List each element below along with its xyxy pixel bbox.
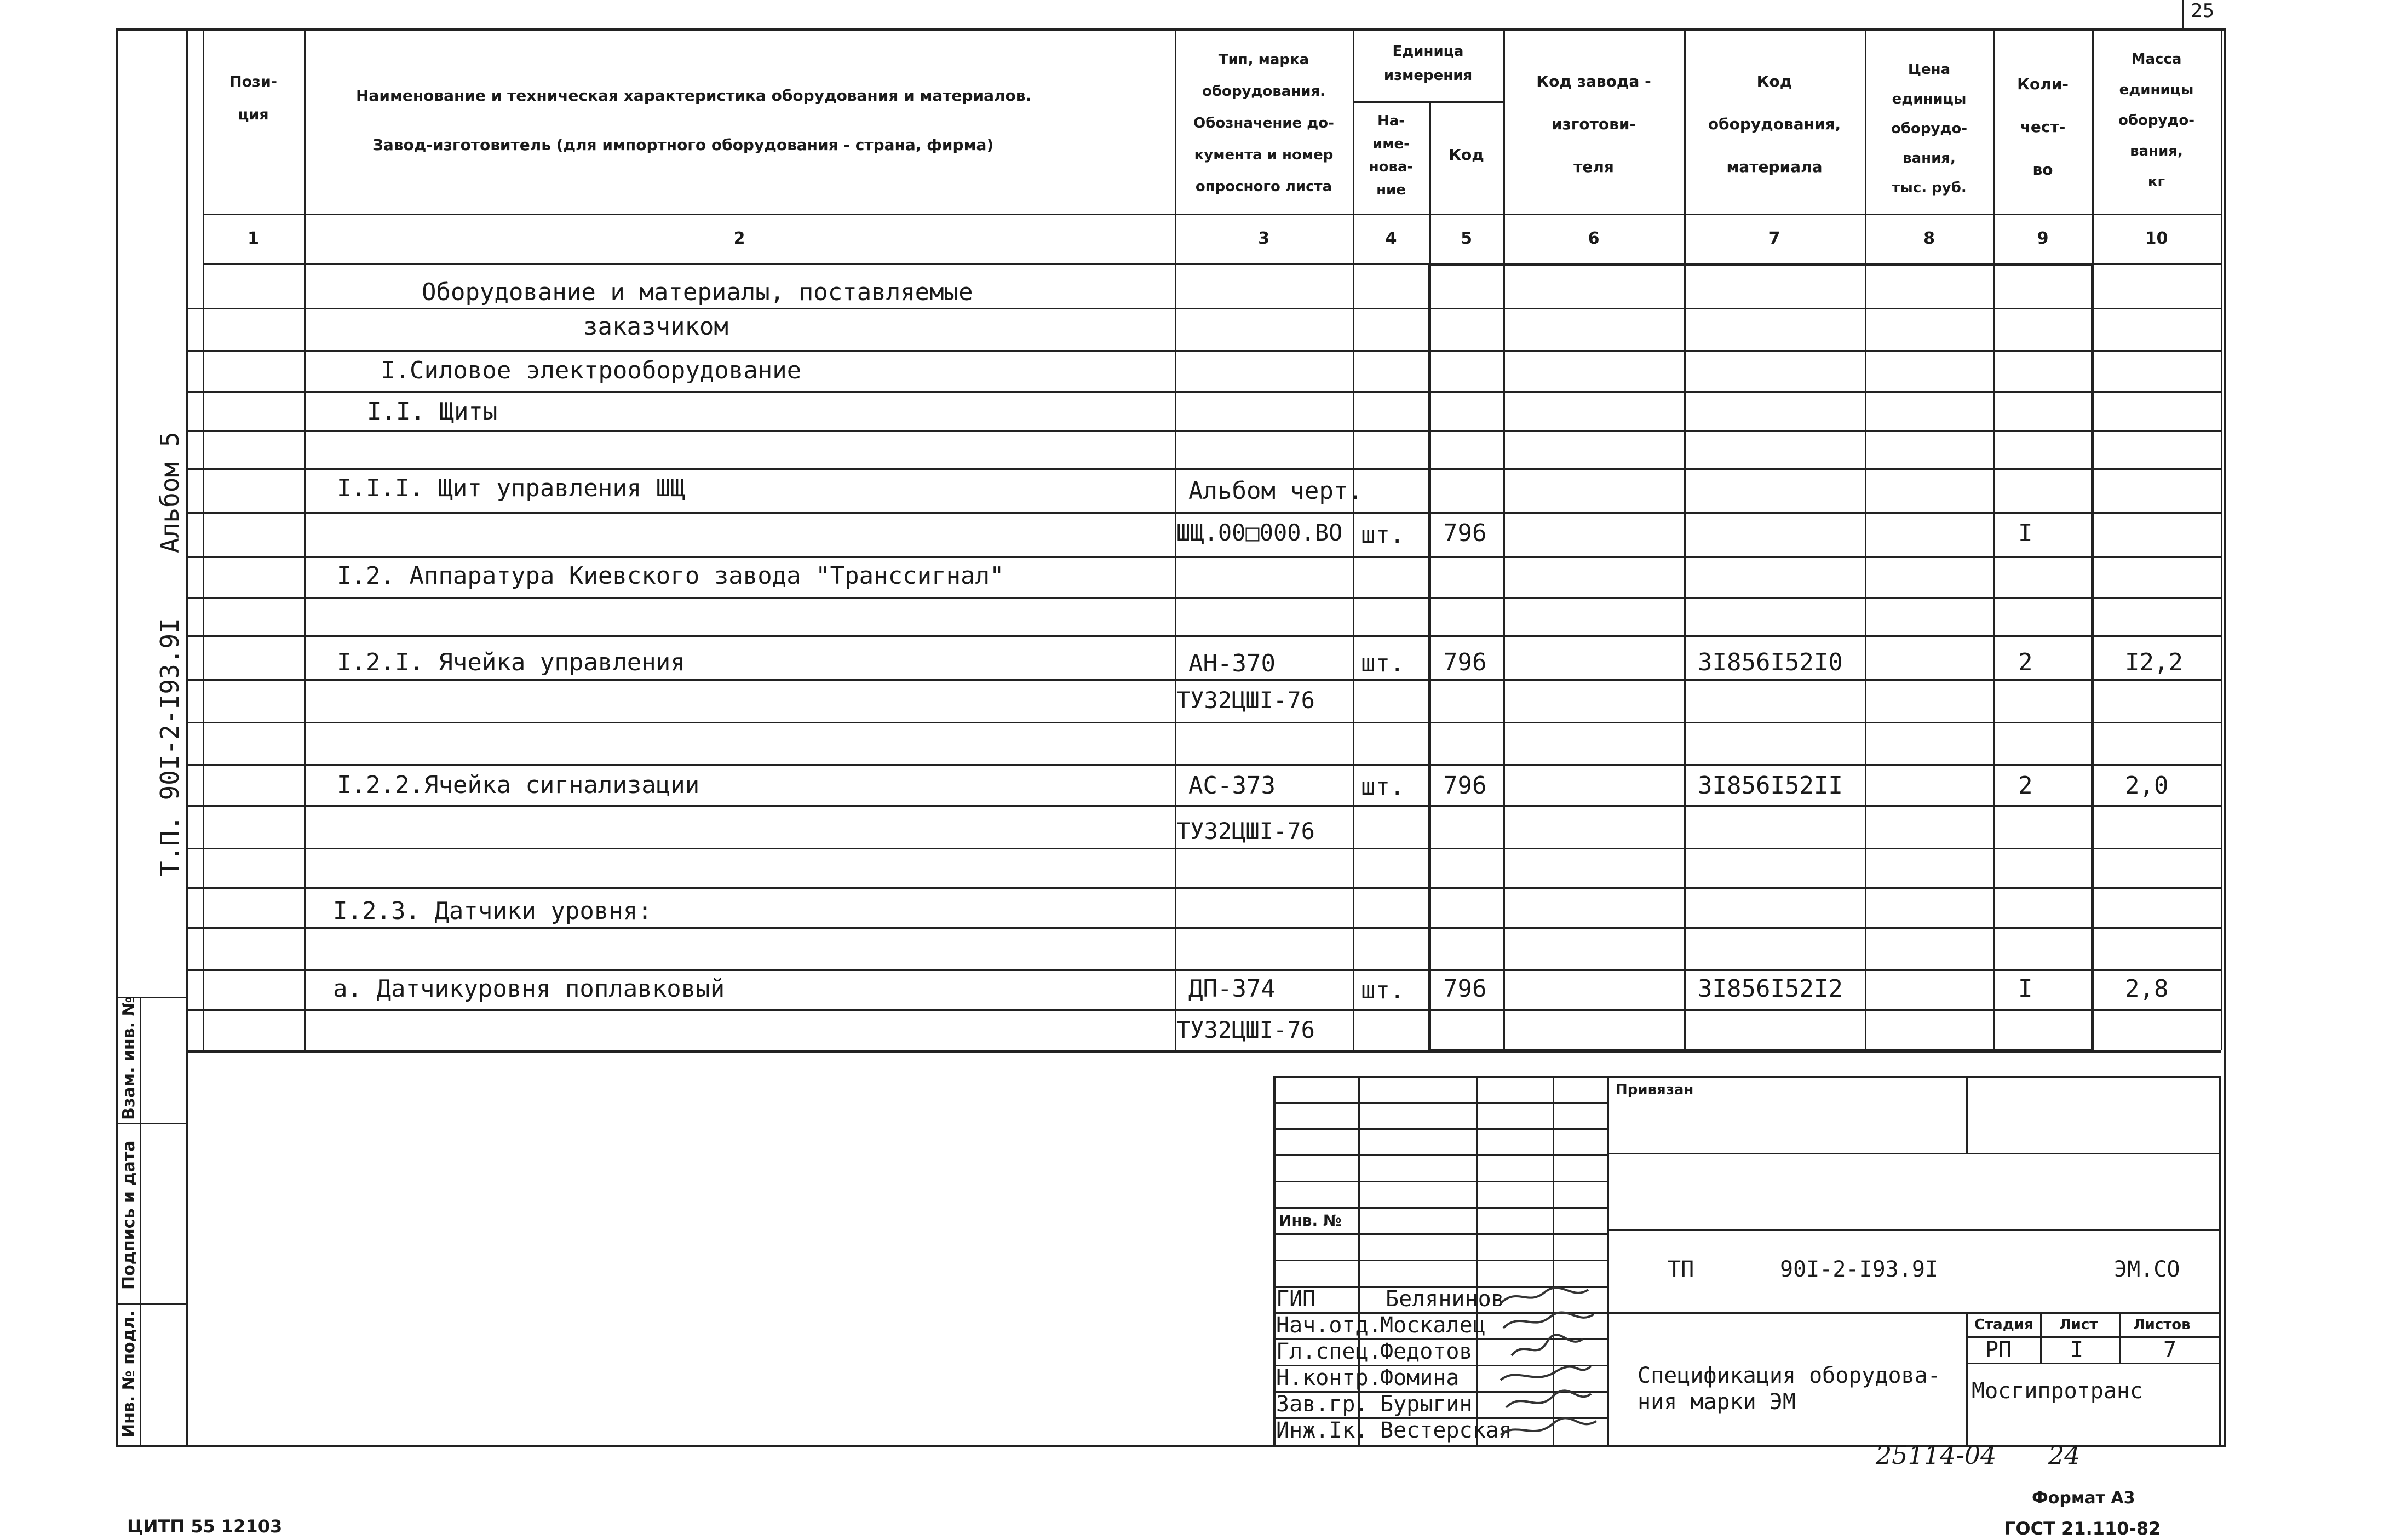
tb-line: [1607, 1076, 1609, 1447]
tb-line: [1966, 1312, 1968, 1447]
tb-line: [1273, 1102, 1607, 1104]
col-num-2: 2: [733, 229, 745, 248]
item-mass: 2,8: [2125, 975, 2169, 1003]
tb-line: [1273, 1260, 1607, 1261]
header-bottom-line: [203, 214, 2221, 215]
col-num-5: 5: [1461, 229, 1472, 248]
table-col-line: [304, 28, 306, 1050]
project-label: Т.П. 90I-2-I93.9I: [155, 618, 185, 876]
margin-label-inv: Инв. № подл.: [119, 1310, 139, 1438]
order-number: 25114-04: [1876, 1440, 1997, 1470]
margin-label-vzam: Взам. инв. №: [119, 996, 139, 1120]
item-spec: ТУ32ЦШI-76: [1176, 687, 1315, 714]
col-num-4: 4: [1385, 229, 1397, 248]
section-heading: Оборудование и материалы, поставляемые: [422, 278, 973, 306]
margin-label-podpis: Подпись и дата: [119, 1140, 139, 1290]
subsection-title: I.2. Аппаратура Киевского завода "Транссигнал": [337, 562, 1004, 590]
hdr-equip-code: Код оборудования, материала: [1708, 72, 1841, 176]
item-qty: I: [2018, 975, 2033, 1003]
hdr-mass: Масса единицы оборудо- вания, кг: [2118, 51, 2195, 190]
item-spec: ТУ32ЦШI-76: [1176, 1016, 1315, 1043]
section-title: I.Силовое электрооборудование: [381, 357, 802, 384]
hdr-price: Цена единицы оборудо- вания, тыс. руб.: [1891, 61, 1968, 196]
stage-label: Стадия: [1974, 1317, 2033, 1333]
table-col-line: [203, 28, 204, 1050]
page-number: 24: [2048, 1440, 2081, 1470]
signature-scribbles: [1495, 1284, 1605, 1446]
col-num-9: 9: [2037, 229, 2049, 248]
section-heading: заказчиком: [583, 313, 728, 341]
item-type: АС-373: [1188, 772, 1276, 800]
stage-value: РП: [1985, 1337, 2012, 1363]
doc-title: Спецификация оборудова- ния марки ЭМ: [1638, 1363, 1941, 1415]
item-qty: 2: [2018, 772, 2033, 800]
role-label: ГИП: [1276, 1286, 1316, 1312]
tb-line: [1273, 1154, 1607, 1156]
margin-line-inner: [186, 28, 188, 1447]
item-mass: 2,0: [2125, 772, 2169, 800]
table-col-line: [2221, 28, 2222, 1050]
item-name: I.2.2.Ячейка сигнализации: [337, 771, 700, 799]
item-unit: шт.: [1361, 773, 1405, 801]
item-type: Альбом черт.: [1188, 477, 1363, 505]
hdr-unit-name: На- име- нова- ние: [1369, 113, 1414, 198]
item-eqcode: 3I856I52I2: [1698, 975, 1843, 1003]
hdr-position: Пози- ция: [229, 73, 277, 123]
item-spec: ТУ32ЦШI-76: [1176, 818, 1315, 844]
item-type: АН-370: [1188, 650, 1276, 677]
doc-mark: ЭМ.СО: [2114, 1257, 2180, 1282]
col-num-8: 8: [1923, 229, 1935, 248]
margin-line-outer: [116, 997, 118, 1447]
format-label: Формат А3: [2032, 1489, 2135, 1508]
item-name: I.2.I. Ячейка управления: [337, 648, 685, 676]
margin-line-mid: [140, 997, 141, 1447]
person-name: Федотов: [1380, 1339, 1473, 1364]
tb-line: [1273, 1207, 1607, 1209]
doc-code: 90I-2-I93.9I: [1780, 1257, 1938, 1282]
item-name: а. Датчикуровня поплавковый: [333, 975, 725, 1003]
item-type: ДП-374: [1188, 975, 1276, 1003]
col-num-3: 3: [1258, 229, 1269, 248]
item-type: ШЩ.00□000.ВО: [1176, 519, 1343, 546]
person-name: Фомина: [1380, 1365, 1460, 1390]
hdr-qty: Коли- чест- во: [2017, 75, 2069, 179]
col-num-10: 10: [2145, 229, 2168, 248]
person-name: Москалец: [1380, 1313, 1486, 1338]
hdr-type: Тип, марка оборудования. Обозначение до- кумента и номер опросного листа: [1193, 51, 1334, 195]
org-name: Мосгипротранс: [1972, 1378, 2144, 1404]
hdr-unit: Единица измерения: [1383, 43, 1473, 84]
doc-code-prefix: ТП: [1668, 1257, 1694, 1282]
tb-line: [1273, 1181, 1607, 1182]
hdr-name-line1: Наименование и техническая характеристика оборудования и материалов.: [356, 87, 1032, 105]
item-unit: шт.: [1361, 976, 1405, 1004]
person-name: Вестерская: [1380, 1418, 1512, 1443]
role-label: Гл.спец.: [1276, 1339, 1382, 1364]
item-eqcode: 3I856I52II: [1698, 772, 1843, 800]
margin-box-line: [116, 1303, 186, 1305]
item-name: I.I.I. Щит управления ШЩ: [337, 474, 685, 502]
tb-line: [1273, 1128, 1607, 1130]
item-unit: шт.: [1361, 650, 1405, 677]
corner-mark: [2182, 0, 2184, 31]
subsection-title: I.2.3. Датчики уровня:: [333, 897, 652, 925]
item-code: 796: [1443, 519, 1487, 547]
item-code: 796: [1443, 648, 1487, 676]
person-name: Бурыгин: [1380, 1392, 1473, 1417]
item-qty: I: [2018, 519, 2033, 547]
item-code: 796: [1443, 975, 1487, 1003]
hdr-unit-code: Код: [1449, 146, 1484, 164]
unit-header-line: [1353, 101, 1503, 103]
left-stamp: ЦИТП 55 12103: [127, 1516, 283, 1537]
sheets-value: 7: [2163, 1337, 2177, 1363]
col-num-7: 7: [1768, 229, 1780, 248]
inv-label: Инв. №: [1279, 1211, 1342, 1229]
role-label: Нач.отд.: [1276, 1313, 1382, 1338]
tb-line: [2040, 1312, 2042, 1363]
col-num-1: 1: [248, 229, 259, 248]
role-label: Зав.гр.: [1276, 1392, 1369, 1417]
col-num-6: 6: [1588, 229, 1600, 248]
role-label: Н.контр.: [1276, 1365, 1382, 1390]
tb-line: [1607, 1229, 2221, 1231]
hdr-plant-code: Код завода - изготови- теля: [1536, 72, 1651, 176]
item-qty: 2: [2018, 648, 2033, 676]
sheets-label: Листов: [2133, 1317, 2191, 1333]
subsection-title: I.I. Щиты: [367, 398, 498, 426]
role-label: Инж.Iк.: [1276, 1418, 1369, 1443]
person-name: Белянинов: [1386, 1286, 1504, 1312]
sheet-value: I: [2070, 1337, 2084, 1363]
tb-line: [1273, 1233, 1607, 1235]
tb-line: [1607, 1153, 2221, 1154]
margin-box-line: [116, 1123, 186, 1124]
hdr-name-line2: Завод-изготовитель (для импортного оборудования - страна, фирма): [372, 136, 994, 154]
item-unit: шт.: [1361, 521, 1405, 549]
sheet-label: Лист: [2059, 1317, 2098, 1333]
corner-number: 25: [2191, 0, 2215, 22]
tb-line: [1966, 1363, 2221, 1364]
item-code: 796: [1443, 772, 1487, 800]
tb-line: [1966, 1076, 1968, 1153]
item-mass: I2,2: [2125, 648, 2183, 676]
gost-label: ГОСТ 21.110-82: [2004, 1518, 2161, 1539]
item-eqcode: 3I856I52I0: [1698, 648, 1843, 676]
privyazan-label: Привязан: [1616, 1082, 1694, 1098]
tb-line: [2119, 1312, 2121, 1363]
album-label: Альбом 5: [155, 432, 185, 553]
